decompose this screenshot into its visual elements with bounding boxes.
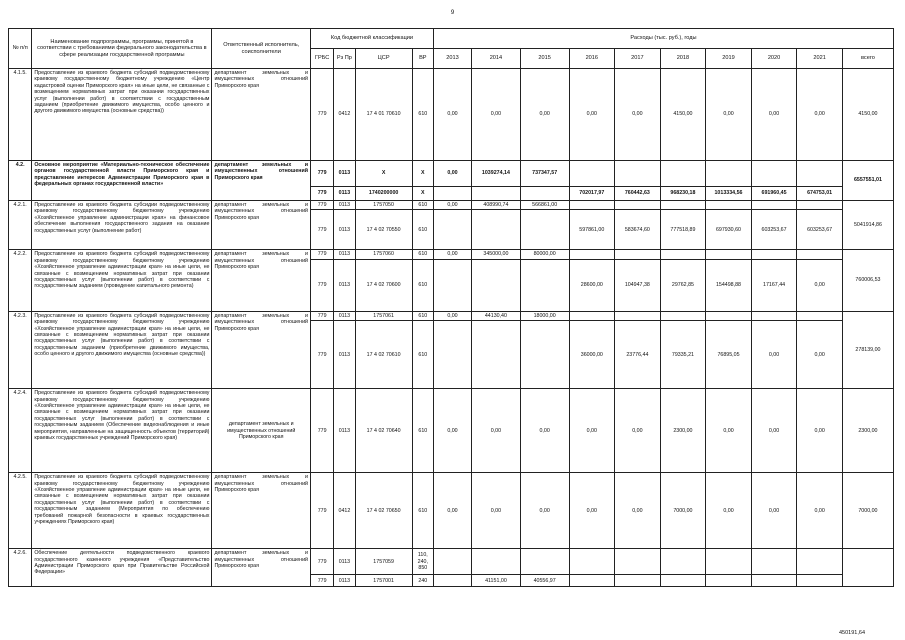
cell-2020: 691960,45 [751, 187, 797, 201]
cell-2021: 0,00 [797, 473, 843, 549]
cell-grbs: 779 [311, 69, 334, 161]
cell-2021: 603253,67 [797, 210, 843, 250]
cell-vr: 610 [412, 201, 433, 210]
cell-2020: 0,00 [751, 69, 797, 161]
cell-2019: 154498,88 [706, 259, 752, 311]
cell-total: 760006,53 [842, 250, 893, 311]
cell-2013: 0,00 [433, 201, 471, 210]
cell-2014: 345000,00 [472, 250, 521, 259]
header-vr: ВР [412, 49, 433, 69]
cell-2020: 0,00 [751, 389, 797, 473]
cell-rzpr: 0113 [334, 201, 355, 210]
cell-vr: 240 [412, 575, 433, 587]
row-desc: Предоставление из краевого бюджета субсидий подведомственному краевому государственному бюджетному учреждению «Хозяйственное управление администрации края» на иные цели, не связанные с возмещением нормативных затрат при оказании государственных услуг (выполнении работ) в соответствии с государственным заданием (Мероприятия по обеспечению требований пожарной безопасности в краевых государственных учреждениях Приморского края) [32, 473, 212, 549]
cell-vr: 110, 240, 850 [412, 549, 433, 575]
cell-csr: 17 4 02 70600 [355, 259, 412, 311]
cell-csr: 17 4 02 70650 [355, 473, 412, 549]
row-resp: департамент земельных и имущественных отношений Приморского края [212, 389, 311, 473]
cell-2015 [520, 210, 569, 250]
cell-2016: 0,00 [569, 473, 615, 549]
cell-2015 [520, 259, 569, 311]
cell-vr: X [412, 161, 433, 187]
cell-grbs: 779 [311, 210, 334, 250]
cell-2015 [520, 549, 569, 575]
cell-total [842, 549, 893, 587]
cell-grbs: 779 [311, 161, 334, 187]
table-row [9, 549, 894, 575]
cell-2013: 0,00 [433, 311, 471, 320]
header-total: всего [842, 49, 893, 69]
cell-2015: 40556,97 [520, 575, 569, 587]
page-number: 9 [450, 10, 455, 16]
header-expenses: Расходы (тыс. руб.), годы [433, 29, 893, 49]
cell-2013: 0,00 [433, 473, 471, 549]
cell-2014: 408990,74 [472, 201, 521, 210]
header-name: Наименование подпрограммы, программы, принятой в соответствии с требованиями федерального законодательства в сфере реализации государственной программы [32, 29, 212, 69]
row-resp: департамент земельных и имущественных отношений Приморского края [212, 250, 311, 311]
cell-csr: 1757050 [355, 201, 412, 210]
cell-2014 [472, 187, 521, 201]
header-resp: Ответственный исполнитель, соисполнители [212, 29, 311, 69]
cell-2016: 0,00 [569, 389, 615, 473]
cell-2017: 583674,60 [615, 210, 661, 250]
cell-2018 [660, 201, 706, 210]
cell-rzpr: 0113 [334, 321, 355, 389]
table-row [9, 69, 894, 161]
cell-grbs: 779 [311, 201, 334, 210]
cell-vr: 610 [412, 259, 433, 311]
cell-total: 278139,00 [842, 311, 893, 388]
cell-2013 [433, 575, 471, 587]
header-y2017: 2017 [615, 49, 661, 69]
cell-2017 [615, 161, 661, 187]
cell-2016 [569, 250, 615, 259]
cell-csr: 17 4 01 70610 [355, 69, 412, 161]
cell-2020 [751, 549, 797, 575]
header-y2019: 2019 [706, 49, 752, 69]
cell-rzpr: 0113 [334, 187, 355, 201]
cell-2018: 4150,00 [660, 69, 706, 161]
cell-vr: 610 [412, 321, 433, 389]
row-desc: Предоставление из краевого бюджета субсидий подведомственному краевому государственному бюджетному учреждению «Хозяйственное управление администрации края» на иные цели, не связанные с возмещением нормативных затрат при оказании государственных услуг (выполнении работ) в соответствии с государственным заданием (проведение капитального ремонта) [32, 250, 212, 311]
cell-2013 [433, 321, 471, 389]
cell-2016: 702017,97 [569, 187, 615, 201]
cell-2018: 29762,85 [660, 259, 706, 311]
header-y2021: 2021 [797, 49, 843, 69]
cell-2015: 0,00 [520, 69, 569, 161]
cell-csr: 1757061 [355, 311, 412, 320]
header-y2020: 2020 [751, 49, 797, 69]
cell-rzpr: 0412 [334, 473, 355, 549]
cell-2013 [433, 549, 471, 575]
cell-2019 [706, 311, 752, 320]
cell-2020 [751, 250, 797, 259]
row-desc: Предоставление из краевого бюджета субсидий подведомственному краевому государственному бюджетному учреждению «Центр кадастровой оценки Приморского края» на иные цели, не связанные с возмещением нормативных затрат при оказании государственных услуг (выполнении работ) в соответствии с государственным заданием (приобретение движимого имущества, особо ценного и другого движимого имущества (основные средства)) [32, 69, 212, 161]
row-num: 4.2.6. [9, 549, 32, 587]
cell-2019: 697930,60 [706, 210, 752, 250]
cell-2014: 0,00 [472, 69, 521, 161]
cell-2014: 44130,40 [472, 311, 521, 320]
cell-2021: 674753,01 [797, 187, 843, 201]
cell-2019: 0,00 [706, 473, 752, 549]
cell-2017: 0,00 [615, 69, 661, 161]
cell-csr: 1757001 [355, 575, 412, 587]
cell-2019 [706, 250, 752, 259]
cell-2018 [660, 311, 706, 320]
cell-2018: 2300,00 [660, 389, 706, 473]
header-grbs: ГРБС [311, 49, 334, 69]
cell-rzpr: 0113 [334, 311, 355, 320]
cell-2017 [615, 250, 661, 259]
cell-2021 [797, 575, 843, 587]
table-row [9, 250, 894, 259]
cell-2017 [615, 549, 661, 575]
cell-total: 7000,00 [842, 473, 893, 549]
cell-vr: 610 [412, 389, 433, 473]
cell-2013 [433, 210, 471, 250]
row-resp: департамент земельных и имущественных отношений Приморского края [212, 549, 311, 587]
cell-2020: 0,00 [751, 321, 797, 389]
cell-grbs: 779 [311, 250, 334, 259]
cell-2021: 0,00 [797, 259, 843, 311]
header-y2018: 2018 [660, 49, 706, 69]
cell-2016 [569, 311, 615, 320]
row-desc: Предоставление из краевого бюджета субсидий подведомственному краевому государственному бюджетному учреждению «Хозяйственное управление администрации края» на иные цели, не связанные с возмещением нормативных затрат при оказании государственных услуг (выполнении работ) в соответствии с государственным заданием (приобретение движимого имущества, особо ценного и другого движимого имущества (основные средства)) [32, 311, 212, 388]
cell-grbs: 779 [311, 549, 334, 575]
row-desc: Основное мероприятие «Материально-техническое обеспечение органов государственной власти Приморского края и представление интересов Администрации Приморского края в федеральных органах государственной власти» [32, 161, 212, 201]
cell-2015 [520, 321, 569, 389]
cell-2020: 0,00 [751, 473, 797, 549]
cell-rzpr: 0113 [334, 210, 355, 250]
header-y2016: 2016 [569, 49, 615, 69]
cell-2014 [472, 321, 521, 389]
cell-2018 [660, 250, 706, 259]
cell-2014 [472, 549, 521, 575]
row-num: 4.2.1. [9, 201, 32, 250]
cell-total: 4150,00 [842, 69, 893, 161]
cell-total: 6557551,01 [842, 161, 893, 201]
cell-vr: 610 [412, 311, 433, 320]
cell-2017 [615, 575, 661, 587]
cell-2018: 7000,00 [660, 473, 706, 549]
cell-rzpr: 0113 [334, 250, 355, 259]
cell-2014 [472, 259, 521, 311]
cell-grbs: 779 [311, 311, 334, 320]
cell-rzpr: 0113 [334, 575, 355, 587]
row-num: 4.2.5. [9, 473, 32, 549]
cell-2018: 777518,89 [660, 210, 706, 250]
row-num: 4.1.5. [9, 69, 32, 161]
budget-table [8, 28, 894, 587]
cell-2013: 0,00 [433, 69, 471, 161]
header-y2014: 2014 [472, 49, 521, 69]
table-row [9, 161, 894, 187]
cell-csr: X [355, 161, 412, 187]
cell-grbs: 779 [311, 575, 334, 587]
cell-2013 [433, 187, 471, 201]
header-y2013: 2013 [433, 49, 471, 69]
table-row [9, 311, 894, 320]
row-desc: Предоставление из краевого бюджета субсидий подведомственному краевому государственному бюджетному учреждению «Хозяйственное управление администрации края» на иные цели, не связанные с возмещением нормативных затрат при оказании государственных услуг (выполнении работ) в соответствии с государственным заданием (Обеспечение видеонаблюдения и иные мероприятия, направленные на защищенность объектов (территорий) краевых государственных учреждений Приморского края) [32, 389, 212, 473]
cell-2015: 80000,00 [520, 250, 569, 259]
row-resp: департамент земельных и имущественных отношений Приморского края [212, 473, 311, 549]
cell-2014: 0,00 [472, 473, 521, 549]
cell-rzpr: 0113 [334, 389, 355, 473]
cell-2018: 79335,21 [660, 321, 706, 389]
cell-2015: 737347,57 [520, 161, 569, 187]
cell-grbs: 779 [311, 259, 334, 311]
header-csr: ЦСР [355, 49, 412, 69]
row-desc: Предоставление из краевого бюджета субсидии подведомственному краевому государственному бюджетному учреждению «Хозяйственное управление администрации края» на финансовое обеспечение выполнения государственного задания на оказание государственных услуг (выполнение работ) [32, 201, 212, 250]
row-resp: департамент земельных и имущественных отношений Приморского края [212, 161, 311, 201]
cell-2019: 0,00 [706, 389, 752, 473]
cell-2019: 0,00 [706, 69, 752, 161]
cell-2016 [569, 549, 615, 575]
row-num: 4.2.3. [9, 311, 32, 388]
cell-2017: 0,00 [615, 389, 661, 473]
cell-grbs: 779 [311, 473, 334, 549]
cell-rzpr: 0113 [334, 259, 355, 311]
cell-grbs: 779 [311, 187, 334, 201]
cell-2014: 0,00 [472, 389, 521, 473]
cell-2013: 0,00 [433, 161, 471, 187]
cell-2015 [520, 187, 569, 201]
cell-2013: 0,00 [433, 389, 471, 473]
cell-csr: 17 4 02 70550 [355, 210, 412, 250]
cell-2017 [615, 311, 661, 320]
cell-grbs: 779 [311, 321, 334, 389]
cell-2015: 18000,00 [520, 311, 569, 320]
cell-2016 [569, 161, 615, 187]
cell-total: 2300,00 [842, 389, 893, 473]
cell-csr: 17 4 02 70640 [355, 389, 412, 473]
cell-2019 [706, 575, 752, 587]
cell-2015: 0,00 [520, 473, 569, 549]
cell-2014: 1039274,14 [472, 161, 521, 187]
cell-vr: 610 [412, 210, 433, 250]
cell-2020 [751, 161, 797, 187]
cell-2016: 597861,00 [569, 210, 615, 250]
cell-vr: 610 [412, 69, 433, 161]
cell-vr: X [412, 187, 433, 201]
cell-2015: 0,00 [520, 389, 569, 473]
cell-2016 [569, 575, 615, 587]
header-kbk: Код бюджетной классификации [311, 29, 434, 49]
cell-total: 5041914,86 [842, 201, 893, 250]
cell-2017: 760442,63 [615, 187, 661, 201]
cell-2018: 968230,18 [660, 187, 706, 201]
cell-2017: 104947,38 [615, 259, 661, 311]
cell-2016: 36000,00 [569, 321, 615, 389]
cell-2020 [751, 311, 797, 320]
cell-2019 [706, 201, 752, 210]
header-num: № п/п [9, 29, 32, 69]
cell-2019 [706, 161, 752, 187]
cell-2018 [660, 575, 706, 587]
cell-2019: 76895,05 [706, 321, 752, 389]
cell-2013 [433, 259, 471, 311]
footer-total: 450191,64 [839, 630, 865, 636]
cell-grbs: 779 [311, 389, 334, 473]
row-resp: департамент земельных и имущественных отношений Приморского края [212, 69, 311, 161]
cell-2021 [797, 549, 843, 575]
row-resp: департамент земельных и имущественных отношений Приморского края [212, 311, 311, 388]
cell-2020: 17167,44 [751, 259, 797, 311]
header-y2015: 2015 [520, 49, 569, 69]
cell-2021: 0,00 [797, 389, 843, 473]
cell-2016: 28600,00 [569, 259, 615, 311]
cell-2017 [615, 201, 661, 210]
row-num: 4.2.2. [9, 250, 32, 311]
cell-2017: 23776,44 [615, 321, 661, 389]
cell-2019: 1013334,56 [706, 187, 752, 201]
cell-2015: 566861,00 [520, 201, 569, 210]
cell-2014 [472, 210, 521, 250]
cell-2013: 0,00 [433, 250, 471, 259]
cell-2020 [751, 201, 797, 210]
cell-rzpr: 0113 [334, 161, 355, 187]
cell-2018 [660, 161, 706, 187]
cell-2021 [797, 161, 843, 187]
cell-2017: 0,00 [615, 473, 661, 549]
cell-2021: 0,00 [797, 69, 843, 161]
cell-rzpr: 0113 [334, 549, 355, 575]
cell-2021 [797, 311, 843, 320]
cell-rzpr: 0412 [334, 69, 355, 161]
row-desc: Обеспечение деятельности подведомственного краевого государственного казенного учреждения «Представительство Администрации Приморского края при Правительстве Российской Федерации» [32, 549, 212, 587]
row-num: 4.2. [9, 161, 32, 201]
header-rzpr: Рз Пр [334, 49, 355, 69]
cell-2016: 0,00 [569, 69, 615, 161]
table-row [9, 389, 894, 473]
cell-2020: 603253,67 [751, 210, 797, 250]
cell-2020 [751, 575, 797, 587]
cell-2014: 41151,00 [472, 575, 521, 587]
table-row [9, 201, 894, 210]
cell-csr: 17 4 02 70610 [355, 321, 412, 389]
table-row [9, 473, 894, 549]
cell-2021 [797, 201, 843, 210]
row-num: 4.2.4. [9, 389, 32, 473]
cell-2021: 0,00 [797, 321, 843, 389]
cell-csr: 1757059 [355, 549, 412, 575]
cell-vr: 610 [412, 473, 433, 549]
cell-2018 [660, 549, 706, 575]
cell-2019 [706, 549, 752, 575]
cell-2016 [569, 201, 615, 210]
row-resp: департамент земельных и имущественных отношений Приморского края [212, 201, 311, 250]
cell-vr: 610 [412, 250, 433, 259]
cell-2021 [797, 250, 843, 259]
cell-csr: 1757060 [355, 250, 412, 259]
cell-csr: 1740200000 [355, 187, 412, 201]
